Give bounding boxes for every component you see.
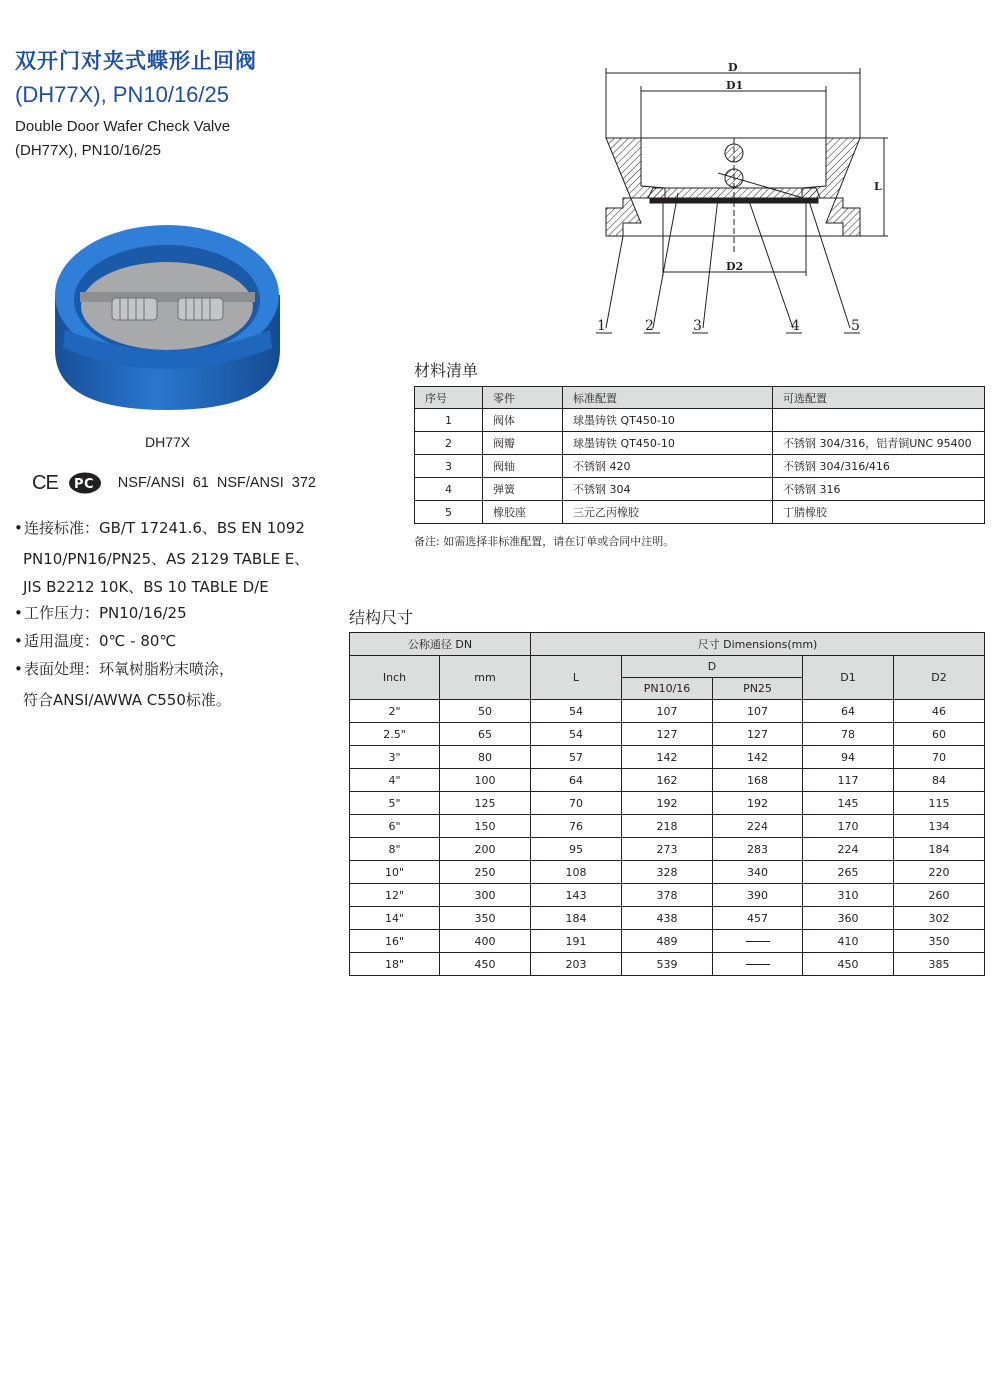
- callout-2: 2: [645, 318, 654, 334]
- bom-row: [415, 478, 985, 501]
- spec-connection-line1: 连接标准：GB/T 17241.6、BS EN 1092: [24, 519, 305, 537]
- english-title-line2: (DH77X), PN10/16/25: [15, 142, 161, 159]
- dim-cell: 125: [440, 792, 531, 815]
- dim-cell: 450: [440, 953, 531, 976]
- dim-cell: 117: [803, 769, 894, 792]
- spec-finish: •表面处理：环氧树脂粉末喷涂，: [14, 660, 235, 678]
- dim-cell: 14": [350, 907, 440, 930]
- dim-cell: 390: [713, 884, 803, 907]
- bom-row: [415, 432, 985, 455]
- dim-header-mm: mm: [440, 656, 531, 700]
- dim-cell: 220: [894, 861, 985, 884]
- dimensions-heading: 结构尺寸: [349, 608, 414, 627]
- dim-header-dn: 公称通径 DN: [350, 633, 531, 656]
- dim-cell: 65: [440, 723, 531, 746]
- dim-cell: 54: [531, 700, 622, 723]
- dim-cell: 184: [894, 838, 985, 861]
- dim-header-inch: Inch: [350, 656, 440, 700]
- dim-cell: 4": [350, 769, 440, 792]
- spec-connection-line3: JIS B2212 10K、BS 10 TABLE D/E: [23, 578, 269, 596]
- dim-header-pn25: PN25: [713, 678, 803, 700]
- dim-cell: 5": [350, 792, 440, 815]
- dim-cell: 127: [622, 723, 713, 746]
- dim-header-d: D: [622, 656, 803, 678]
- dimensions-table: [349, 632, 985, 976]
- bom-cell: 球墨铸铁 QT450-10: [563, 432, 773, 455]
- dim-cell: 224: [803, 838, 894, 861]
- dim-cell: 143: [531, 884, 622, 907]
- dim-cell: 489: [622, 930, 713, 953]
- dim-cell: 302: [894, 907, 985, 930]
- bom-cell: 4: [415, 478, 483, 501]
- callout-3: 3: [693, 318, 702, 334]
- callout-4: 4: [791, 318, 800, 334]
- dim-cell: 310: [803, 884, 894, 907]
- dim-cell: 8": [350, 838, 440, 861]
- dim-header-pn1016: PN10/16: [622, 678, 713, 700]
- dim-cell: 70: [531, 792, 622, 815]
- dim-cell: 80: [440, 746, 531, 769]
- dim-cell: 385: [894, 953, 985, 976]
- page-title: 双开门对夹式蝶形止回阀: [15, 49, 257, 73]
- dim-cell: 218: [622, 815, 713, 838]
- dim-cell: 54: [531, 723, 622, 746]
- dim-cell: 350: [440, 907, 531, 930]
- dim-cell: 142: [713, 746, 803, 769]
- dim-cell: 100: [440, 769, 531, 792]
- dim-row: [350, 930, 985, 953]
- dim-cell: 378: [622, 884, 713, 907]
- dim-cell: 10": [350, 861, 440, 884]
- dim-cell: 70: [894, 746, 985, 769]
- bom-col-part: 零件: [483, 387, 563, 409]
- dim-cell: 115: [894, 792, 985, 815]
- dim-cell: 162: [622, 769, 713, 792]
- product-caption: DH77X: [145, 434, 191, 450]
- dim-cell: 127: [713, 723, 803, 746]
- dim-cell: 18": [350, 953, 440, 976]
- dim-row: [350, 907, 985, 930]
- dim-cell: 283: [713, 838, 803, 861]
- dim-cell: 192: [713, 792, 803, 815]
- bom-heading: 材料清单: [414, 361, 479, 380]
- bom-note: 备注: 如需选择非标准配置，请在订单或合同中注明。: [414, 535, 675, 548]
- dim-cell: 170: [803, 815, 894, 838]
- bom-cell: 丁腈橡胶: [773, 501, 985, 524]
- bom-header-row: [415, 387, 985, 409]
- spec-finish-line2: 符合ANSI/AWWA C550标准。: [23, 691, 231, 709]
- spec-finish-line1: 表面处理：环氧树脂粉末喷涂，: [24, 660, 235, 678]
- dim-cell: 64: [531, 769, 622, 792]
- dim-row: [350, 815, 985, 838]
- bom-cell: 弹簧: [483, 478, 563, 501]
- dim-row: [350, 953, 985, 976]
- drawing-label-d: D: [728, 61, 738, 74]
- dim-cell: 191: [531, 930, 622, 953]
- dash-mark: [746, 964, 770, 965]
- dim-cell: 457: [713, 907, 803, 930]
- dim-cell: [713, 930, 803, 953]
- bom-cell: 三元乙丙橡胶: [563, 501, 773, 524]
- dim-cell: 539: [622, 953, 713, 976]
- dim-cell: 340: [713, 861, 803, 884]
- dim-header-row1: [350, 633, 985, 656]
- dim-cell: 142: [622, 746, 713, 769]
- dim-row: [350, 746, 985, 769]
- callout-5: 5: [851, 318, 860, 334]
- dim-header-d2: D2: [894, 656, 985, 700]
- svg-text:P: P: [73, 477, 84, 492]
- dim-cell: [713, 953, 803, 976]
- dim-cell: 50: [440, 700, 531, 723]
- bom-cell: 球墨铸铁 QT450-10: [563, 409, 773, 432]
- drawing-label-l: L: [874, 180, 882, 193]
- bom-col-standard: 标准配置: [563, 387, 773, 409]
- bom-row: [415, 409, 985, 432]
- spec-temperature: •适用温度：0℃ - 80℃: [14, 632, 177, 650]
- bom-cell: 不锈钢 304/316/416: [773, 455, 985, 478]
- dim-cell: 200: [440, 838, 531, 861]
- bom-cell: 不锈钢 316: [773, 478, 985, 501]
- dim-cell: 410: [803, 930, 894, 953]
- dim-cell: 108: [531, 861, 622, 884]
- dim-cell: 192: [622, 792, 713, 815]
- dim-row: [350, 769, 985, 792]
- certification-row: [32, 470, 316, 496]
- dim-cell: 184: [531, 907, 622, 930]
- dim-row: [350, 700, 985, 723]
- nsf-certifications: NSF/ANSI 61 NSF/ANSI 372: [117, 475, 316, 491]
- dim-cell: 107: [622, 700, 713, 723]
- dim-cell: 57: [531, 746, 622, 769]
- dim-cell: 360: [803, 907, 894, 930]
- spec-temperature-text: 适用温度：0℃ - 80℃: [24, 632, 177, 650]
- dim-cell: 64: [803, 700, 894, 723]
- dim-cell: 438: [622, 907, 713, 930]
- callout-1: 1: [597, 318, 606, 334]
- ce-mark-icon: CE: [32, 471, 58, 494]
- bom-cell: 阀瓣: [483, 432, 563, 455]
- dim-cell: 78: [803, 723, 894, 746]
- spec-pressure-text: 工作压力：PN10/16/25: [24, 604, 187, 622]
- dim-cell: 2.5": [350, 723, 440, 746]
- dim-row: [350, 838, 985, 861]
- dim-header-dimensions: 尺寸 Dimensions(mm): [531, 633, 985, 656]
- dim-cell: 328: [622, 861, 713, 884]
- dim-cell: 60: [894, 723, 985, 746]
- dim-header-row2: [350, 656, 985, 678]
- bom-col-no: 序号: [415, 387, 483, 409]
- bom-cell: 不锈钢 304/316，铝青铜UNC 95400: [773, 432, 985, 455]
- dim-cell: 450: [803, 953, 894, 976]
- bom-col-optional: 可选配置: [773, 387, 985, 409]
- pct-mark-icon: [68, 472, 102, 494]
- svg-text:C: C: [83, 477, 94, 492]
- dim-cell: 400: [440, 930, 531, 953]
- bom-cell: 不锈钢 304: [563, 478, 773, 501]
- dim-cell: 12": [350, 884, 440, 907]
- dim-header-d1: D1: [803, 656, 894, 700]
- bom-cell: 阀体: [483, 409, 563, 432]
- dim-cell: 265: [803, 861, 894, 884]
- bom-cell: 2: [415, 432, 483, 455]
- spec-connection: •连接标准：GB/T 17241.6、BS EN 1092: [14, 519, 305, 537]
- dim-cell: 150: [440, 815, 531, 838]
- sectional-drawing: [588, 58, 898, 343]
- dim-cell: 94: [803, 746, 894, 769]
- dim-row: [350, 861, 985, 884]
- dim-cell: 273: [622, 838, 713, 861]
- dim-cell: 250: [440, 861, 531, 884]
- bom-table: [414, 386, 985, 524]
- bom-row: [415, 455, 985, 478]
- dim-cell: 224: [713, 815, 803, 838]
- model-subtitle: (DH77X), PN10/16/25: [15, 82, 229, 107]
- drawing-label-d2: D2: [726, 260, 744, 273]
- dim-cell: 350: [894, 930, 985, 953]
- dim-row: [350, 792, 985, 815]
- dash-mark: [746, 941, 770, 942]
- dim-cell: 95: [531, 838, 622, 861]
- dim-cell: 300: [440, 884, 531, 907]
- english-title-line1: Double Door Wafer Check Valve: [15, 118, 231, 135]
- dim-cell: 134: [894, 815, 985, 838]
- dim-cell: 76: [531, 815, 622, 838]
- dim-row: [350, 884, 985, 907]
- dim-cell: 260: [894, 884, 985, 907]
- dim-cell: 107: [713, 700, 803, 723]
- bom-cell: 3: [415, 455, 483, 478]
- dim-cell: 6": [350, 815, 440, 838]
- bom-cell: 1: [415, 409, 483, 432]
- product-photo: [50, 220, 285, 415]
- dim-cell: 168: [713, 769, 803, 792]
- bom-cell: 橡胶座: [483, 501, 563, 524]
- drawing-label-d1: D1: [726, 79, 744, 92]
- dim-cell: 3": [350, 746, 440, 769]
- spec-connection-line2: PN10/PN16/PN25、AS 2129 TABLE E、: [23, 550, 310, 568]
- dim-cell: 2": [350, 700, 440, 723]
- bom-cell: 不锈钢 420: [563, 455, 773, 478]
- spec-pressure: •工作压力：PN10/16/25: [14, 604, 187, 622]
- bom-cell: 阀轴: [483, 455, 563, 478]
- dim-cell: 46: [894, 700, 985, 723]
- dim-row: [350, 723, 985, 746]
- dim-cell: 84: [894, 769, 985, 792]
- bom-cell: 5: [415, 501, 483, 524]
- dim-cell: 203: [531, 953, 622, 976]
- dim-header-l: L: [531, 656, 622, 700]
- dim-cell: 16": [350, 930, 440, 953]
- dim-cell: 145: [803, 792, 894, 815]
- bom-cell: [773, 409, 985, 432]
- bom-row: [415, 501, 985, 524]
